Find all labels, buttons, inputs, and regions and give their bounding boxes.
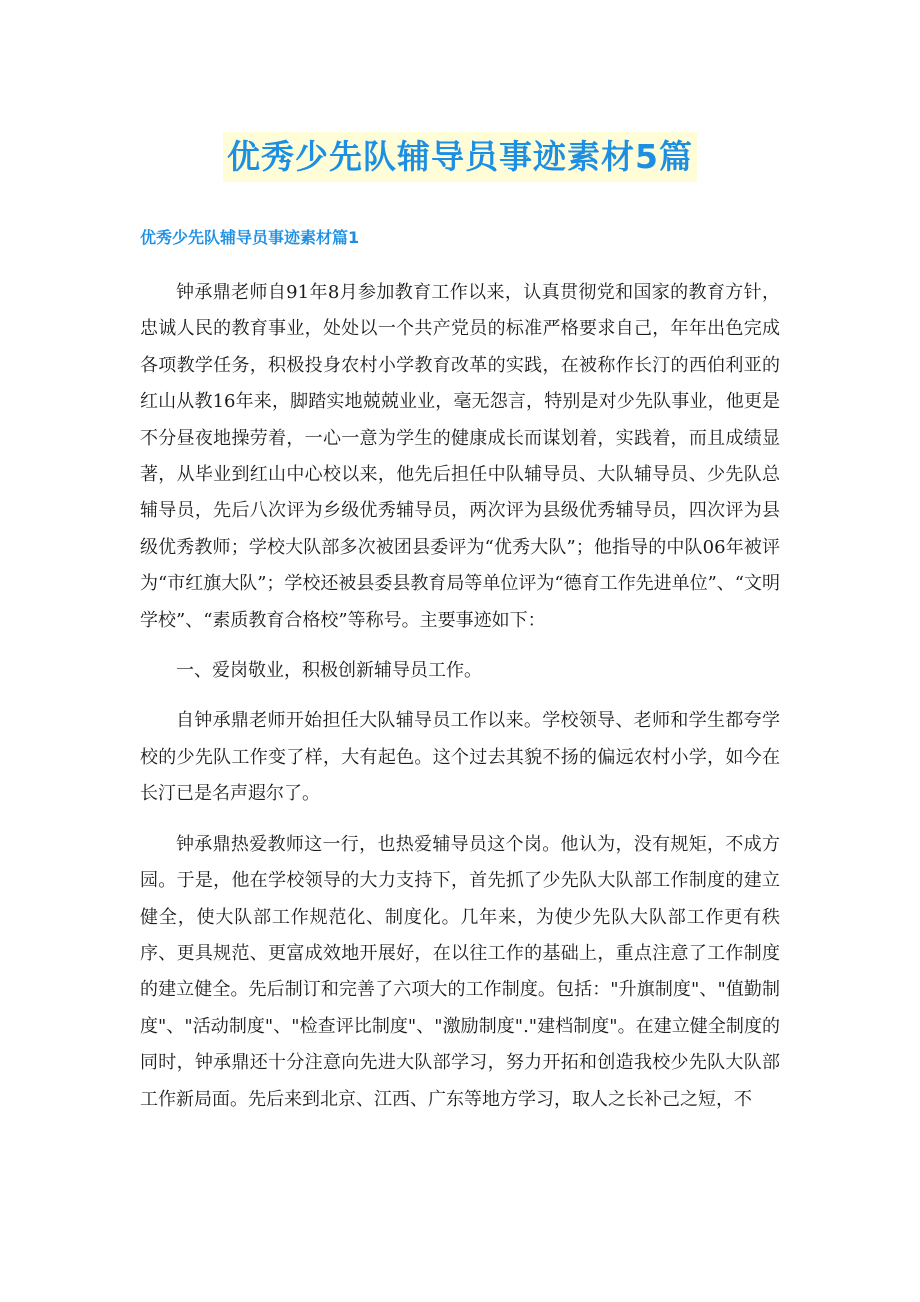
paragraph-1: 钟承鼎老师自91年8月参加教育工作以来，认真贯彻党和国家的教育方针，忠诚人民的教育事业，处处以一个共产党员的标准严格要求自己，年年出色完成各项教学任务，积极投身农村小学教育改革的实践，在被称作长汀的西伯利亚的红山从教16年来，脚踏实地兢兢业业，毫无怨言，特别是对少先队事业，他更是不分昼夜地操劳着，一心一意为学生的健康成长而谋划着，实践着，而且成绩显著，从毕业到红山中心校以来，他先后担任中队辅导员、大队辅导员、少先队总辅导员，先后八次评为乡级优秀辅导员，两次评为县级优秀辅导员，四次评为县级优秀教师；学校大队部多次被团县委评为“优秀大队”；他指导的中队06年被评为“市红旗大队”；学校还被县委县教育局等单位评为“德育工作先进单位”、“文明学校”、“素质教育合格校”等称号。主要事迹如下： bbox=[140, 282, 781, 631]
title-container bbox=[0, 132, 920, 182]
paragraph-4: 钟承鼎热爱教师这一行，也热爱辅导员这个岗。他认为，没有规矩，不成方园。于是，他在学校领导的大力支持下，首先抓了少先队大队部工作制度的建立健全，使大队部工作规范化、制度化。几年来，为使少先队大队部工作更有秩序、更具规范、更富成效地开展好，在以往工作的基础上，重点注意了工作制度的建立健全。先后制订和完善了六项大的工作制度。包括："升旗制度"、"值勤制度"、"活动制度"、"检查评比制度"、"激励制度"."建档制度"。在建立健全制度的同时，钟承鼎还十分注意向先进大队部学习，努力开拓和创造我校少先队大队部工作新局面。先后来到北京、江西、广东等地方学习，取人之长补己之短，不 bbox=[140, 833, 780, 1110]
document-title: 优秀少先队辅导员事迹素材5篇 bbox=[223, 132, 697, 182]
section-heading: 优秀少先队辅导员事迹素材篇1 bbox=[140, 228, 360, 247]
document-body bbox=[140, 275, 780, 1132]
paragraph-2: 一、爱岗敬业，积极创新辅导员工作。 bbox=[176, 660, 482, 682]
paragraph-3: 自钟承鼎老师开始担任大队辅导员工作以来。学校领导、老师和学生都夸学校的少先队工作变了样，大有起色。这个过去其貌不扬的偏远农村小学，如今在长汀已是名声遐尔了。 bbox=[140, 710, 780, 805]
